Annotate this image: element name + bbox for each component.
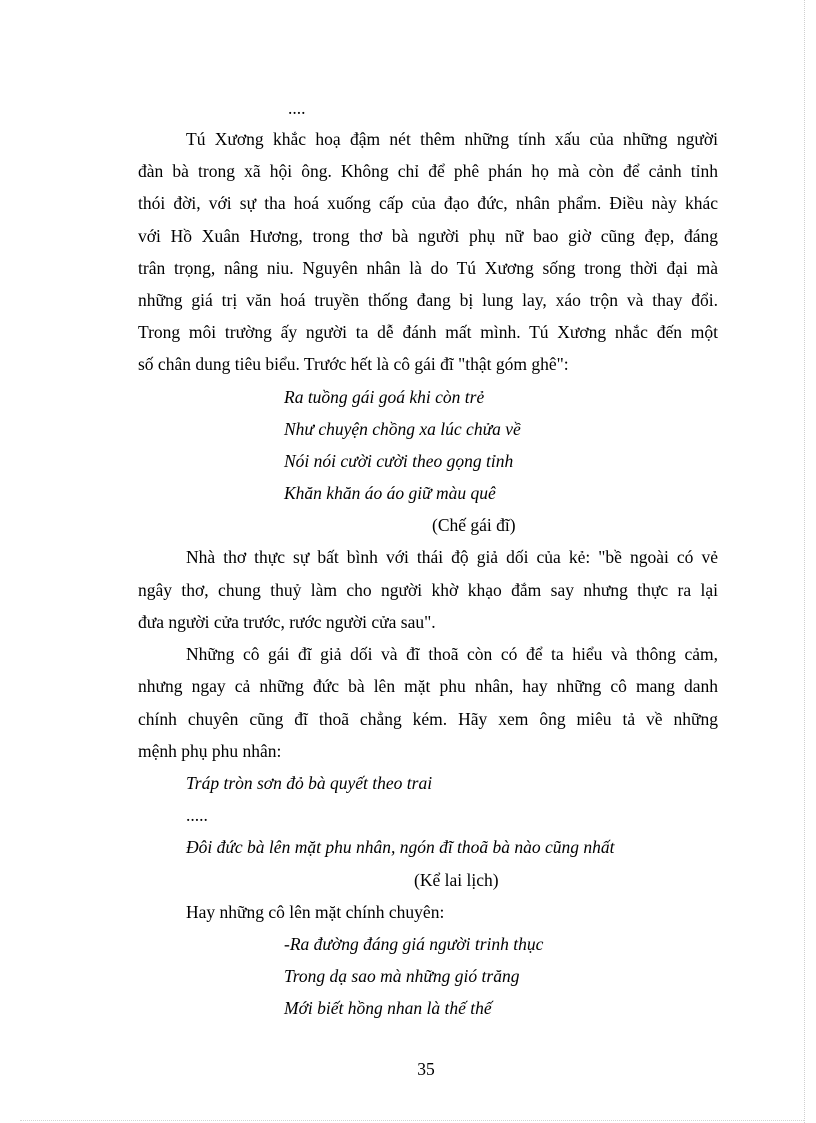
poem-line: Tráp tròn sơn đỏ bà quyết theo trai (186, 773, 433, 793)
paragraph-line: Nhà thơ thực sự bất bình với thái độ giả dối của kẻ: "bề ngoài có vẻ (186, 547, 718, 567)
paragraph-line: Trong môi trường ấy người ta dễ đánh mất mình. Tú Xương nhắc đến một (138, 322, 718, 342)
paragraph-line: ngây thơ, chung thuỷ làm cho người khờ khạo đắm say nhưng thực ra lại (138, 580, 718, 600)
paragraph-line: Tú Xương khắc hoạ đậm nét thêm những tính xấu của những người (186, 129, 718, 149)
paragraph-line: mệnh phụ phu nhân: (138, 741, 282, 761)
ellipsis-line: .... (288, 98, 306, 118)
paragraph-line: đàn bà trong xã hội ông. Không chỉ để phê phán họ mà còn để cảnh tỉnh (138, 161, 718, 181)
poem-line: Trong dạ sao mà những gió trăng (284, 966, 520, 986)
paragraph-line: thói đời, với sự tha hoá xuống cấp của đạo đức, nhân phẩm. Điều này khác (138, 193, 718, 213)
paragraph-line: số chân dung tiêu biểu. Trước hết là cô gái đĩ "thật góm ghê": (138, 354, 569, 374)
poem-line: Mới biết hồng nhan là thế thế (284, 998, 492, 1018)
poem-line: Đôi đức bà lên mặt phu nhân, ngón đĩ thoã bà nào cũng nhất (186, 837, 615, 857)
page-number: 35 (417, 1059, 435, 1079)
page-edge-rule (804, 0, 806, 1123)
paragraph-line: những giá trị văn hoá truyền thống đang bị lung lay, xáo trộn và thay đổi. (138, 290, 718, 310)
paragraph-line: nhưng ngay cả những đức bà lên mặt phu nhân, hay những cô mang danh (138, 676, 718, 696)
poem-source: (Chế gái đĩ) (432, 515, 516, 535)
page-bottom-rule (20, 1120, 804, 1122)
poem-line: -Ra đường đáng giá người trinh thục (284, 934, 544, 954)
paragraph-line: Những cô gái đĩ giả dối và đĩ thoã còn có để ta hiểu và thông cảm, (186, 644, 718, 664)
paragraph-line: Hay những cô lên mặt chính chuyên: (186, 902, 445, 922)
poem-line: Nói nói cười cười theo gọng tỉnh (284, 451, 514, 471)
poem-line: Khăn khăn áo áo giữ màu quê (284, 483, 496, 503)
paragraph-line: trân trọng, nâng niu. Nguyên nhân là do Tú Xương sống trong thời đại mà (138, 258, 718, 278)
poem-source: (Kể lai lịch) (414, 870, 499, 890)
poem-line: Ra tuồng gái goá khi còn trẻ (284, 387, 485, 407)
paragraph-line: chính chuyên cũng đĩ thoã chẳng kém. Hãy xem ông miêu tả về những (138, 709, 718, 729)
paragraph-line: đưa người cửa trước, rước người cửa sau". (138, 612, 436, 632)
paragraph-line: với Hồ Xuân Hương, trong thơ bà người phụ nữ bao giờ cũng đẹp, đáng (138, 226, 718, 246)
ellipsis-line: ..... (186, 805, 208, 825)
poem-line: Như chuyện chồng xa lúc chửa về (284, 419, 521, 439)
